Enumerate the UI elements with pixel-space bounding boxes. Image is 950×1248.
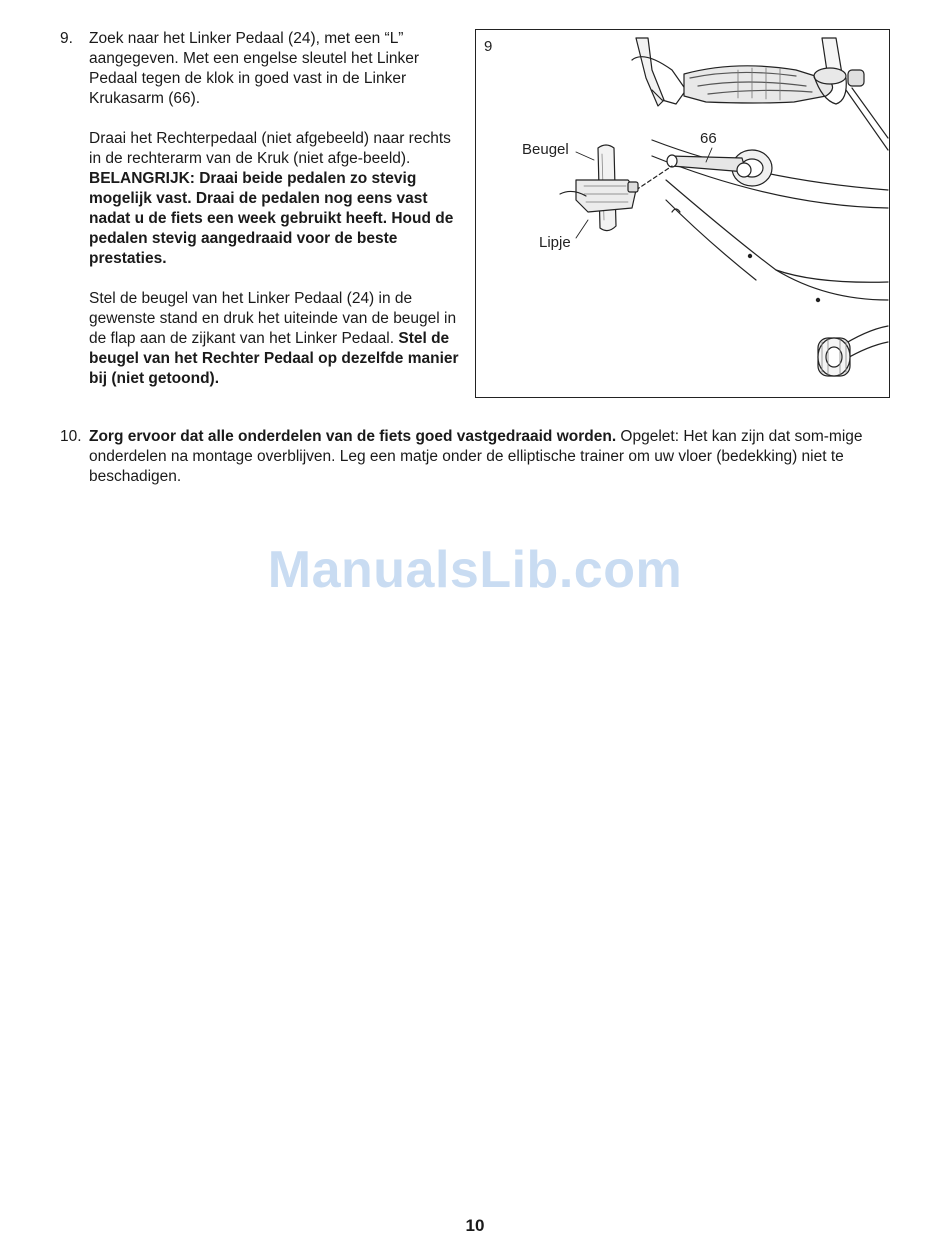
label-part-66: 66	[700, 130, 717, 147]
step-10-body	[89, 427, 900, 487]
step-9-body	[89, 29, 459, 389]
watermark-logo: ManualsLib.com	[267, 541, 683, 599]
step-9-figure	[475, 29, 890, 398]
step-10-important: Zorg ervoor dat alle onderdelen van de fiets goed vastgedraaid worden.	[89, 428, 617, 445]
page-number: 10	[465, 1216, 485, 1235]
step-9	[60, 29, 460, 389]
step-9-paragraph-2	[89, 129, 459, 269]
step-9-number: 9.	[60, 30, 73, 47]
step-9-paragraph-2-important: BELANGRIJK: Draai beide pedalen zo stevig mogelijk vast. Draai de pedalen nog eens vast nadat u de fiets een week gebruikt heeft. Houd de pedalen stevig aangedraaid voor de beste prestaties.	[89, 170, 454, 267]
step-9-paragraph-1-text: Zoek naar het Linker Pedaal (24), met een “L” aangegeven. Met een engelse sleutel het Linker Pedaal tegen de klok in goed vast in de Linker Krukasarm (66).	[89, 30, 420, 107]
step-9-paragraph-3	[89, 289, 459, 389]
step-9-paragraph-2-text: Draai het Rechterpedaal (niet afgebeeld) naar rechts in de rechterarm van de Kruk (niet afge-beeld).	[89, 130, 451, 167]
step-9-paragraph-1	[89, 29, 459, 109]
step-9-paragraph-3-text: Stel de beugel van het Linker Pedaal (24) in de gewenste stand en druk het uiteinde van de beugel in de flap aan de zijkant van het Linker Pedaal.	[89, 290, 457, 347]
step-10	[60, 427, 900, 487]
figure-step-number: 9	[484, 38, 493, 55]
step-10-number: 10.	[60, 428, 82, 445]
label-beugel: Beugel	[522, 141, 569, 158]
step-9-paragraph-3-important: Stel de beugel van het Rechter Pedaal op dezelfde manier bij (niet getoond).	[89, 330, 459, 387]
label-lipje: Lipje	[539, 234, 571, 251]
pedal-assembly-illustration	[476, 30, 890, 398]
step-10-text: Opgelet: Het kan zijn dat som-mige onderdelen na montage overblijven. Leg een matje onder de elliptische trainer om uw vloer (bedekking) niet te beschadigen.	[89, 428, 863, 485]
